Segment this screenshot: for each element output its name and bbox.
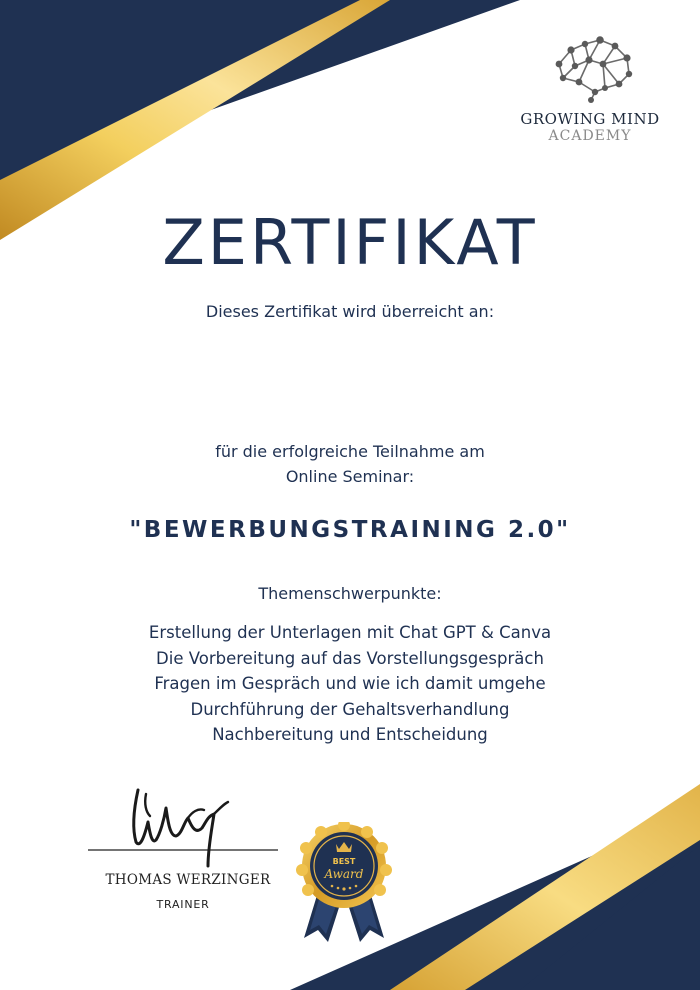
topic-item: Fragen im Gespräch und wie ich damit umgehe — [154, 674, 546, 693]
certificate-title: ZERTIFIKAT — [162, 206, 538, 279]
topic-item: Die Vorbereitung auf das Vorstellungsgespräch — [156, 648, 544, 668]
academy-logo — [505, 30, 675, 150]
topic-item: Durchführung der Gehaltsverhandlung — [190, 699, 510, 719]
brain-network-icon — [545, 30, 637, 104]
signer-name: THOMAS WERZINGER — [105, 872, 271, 888]
participation-line-2: Online Seminar: — [285, 467, 415, 486]
participation-line-1: für die erfolgreiche Teilnahme am — [215, 442, 485, 461]
signer-role: TRAINER — [156, 898, 210, 911]
course-title: "BEWERBUNGSTRAINING 2.0" — [129, 517, 571, 543]
topics-list — [0, 620, 700, 748]
topic-item: Nachbereitung und Entscheidung — [212, 725, 488, 744]
logo-subtitle: ACADEMY — [548, 128, 632, 144]
presented-to-text: Dieses Zertifikat wird überreicht an: — [205, 302, 495, 321]
logo-name: GROWING MIND — [520, 110, 660, 128]
badge-line-1: BEST — [332, 857, 356, 866]
handwritten-signature — [88, 778, 288, 874]
topics-heading: Themenschwerpunkte: — [258, 584, 442, 603]
topic-item: Erstellung der Unterlagen mit Chat GPT & Canva — [148, 623, 552, 642]
badge-line-2: Award — [324, 867, 364, 881]
best-award-badge-icon — [296, 822, 392, 944]
